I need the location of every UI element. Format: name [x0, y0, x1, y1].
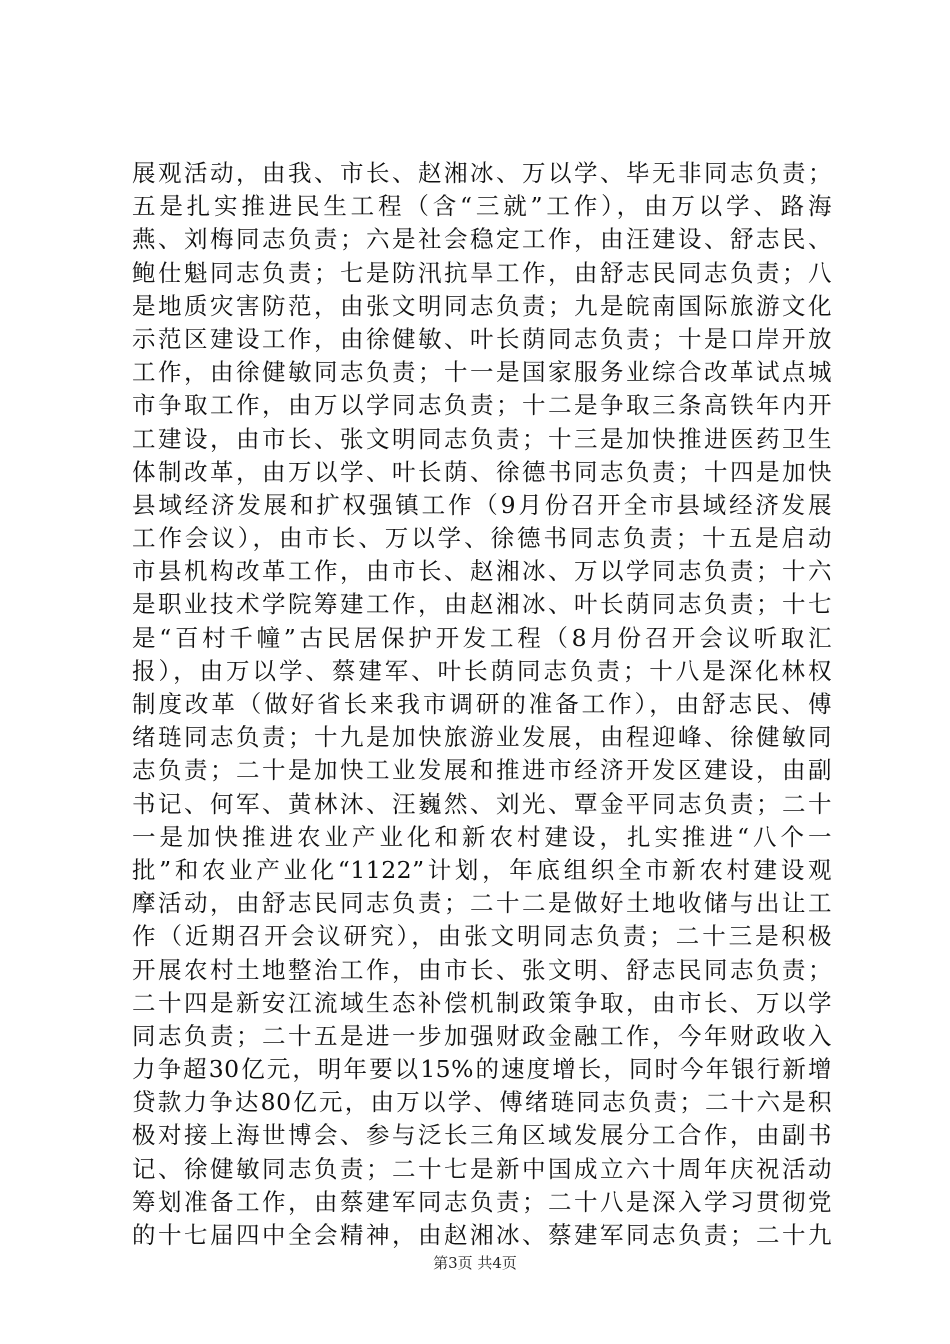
text-line: 是“百村千幢”古民居保护开发工程（8月份召开会议听取汇 [132, 623, 832, 652]
text-line: 鲍仕魁同志负责；七是防汛抗旱工作，由舒志民同志负责；八 [132, 258, 832, 287]
text-line: 书记、何军、黄林沐、汪巍然、刘光、覃金平同志负责；二十 [132, 789, 832, 818]
text-line: 记、徐健敏同志负责；二十七是新中国成立六十周年庆祝活动 [132, 1154, 832, 1183]
text-line: 示范区建设工作，由徐健敏、叶长荫同志负责；十是口岸开放 [132, 324, 832, 353]
text-line: 市县机构改革工作，由市长、赵湘冰、万以学同志负责；十六 [132, 557, 832, 586]
text-line: 贷款力争达80亿元，由万以学、傅绪琏同志负责；二十六是积 [132, 1088, 832, 1117]
text-line: 极对接上海世博会、参与泛长三角区域发展分工合作，由副书 [132, 1121, 832, 1150]
text-line: 展观活动，由我、市长、赵湘冰、万以学、毕无非同志负责； [132, 159, 832, 187]
text-line: 摩活动，由舒志民同志负责；二十二是做好土地收储与出让工 [132, 889, 832, 918]
text-line: 志负责；二十是加快工业发展和推进市经济开发区建设，由副 [132, 756, 832, 785]
body-text [132, 157, 832, 1252]
text-line: 是职业技术学院筹建工作，由赵湘冰、叶长荫同志负责；十七 [132, 590, 832, 619]
text-line: 开展农村土地整治工作，由市长、张文明、舒志民同志负责； [132, 955, 832, 984]
text-line: 报），由万以学、蔡建军、叶长荫同志负责；十八是深化林权 [132, 656, 832, 685]
text-line: 制度改革（做好省长来我市调研的准备工作），由舒志民、傅 [132, 690, 832, 718]
text-line: 工作会议），由市长、万以学、徐德书同志负责；十五是启动 [132, 524, 832, 553]
text-line: 绪琏同志负责；十九是加快旅游业发展，由程迎峰、徐健敏同 [132, 723, 832, 752]
text-line: 批”和农业产业化“1122”计划，年底组织全市新农村建设观 [132, 855, 832, 884]
text-line: 力争超30亿元，明年要以15%的速度增长，同时今年银行新增 [132, 1055, 832, 1084]
text-line: 五是扎实推进民生工程（含“三就”工作），由万以学、路海 [132, 192, 832, 221]
text-line: 作（近期召开会议研究），由张文明同志负责；二十三是积极 [132, 922, 832, 951]
page-footer: 第3页 共4页 [433, 1254, 517, 1272]
text-line: 体制改革，由万以学、叶长荫、徐德书同志负责；十四是加快 [132, 457, 832, 486]
text-line: 筹划准备工作，由蔡建军同志负责；二十八是深入学习贯彻党 [132, 1187, 832, 1216]
text-line: 一是加快推进农业产业化和新农村建设，扎实推进“八个一 [132, 822, 832, 851]
text-line: 工建设，由市长、张文明同志负责；十三是加快推进医药卫生 [132, 424, 832, 453]
text-line: 二十四是新安江流域生态补偿机制政策争取，由市长、万以学 [132, 988, 832, 1017]
text-line: 工作，由徐健敏同志负责；十一是国家服务业综合改革试点城 [132, 358, 832, 387]
text-line: 县域经济发展和扩权强镇工作（9月份召开全市县域经济发展 [132, 490, 832, 519]
text-line: 是地质灾害防范，由张文明同志负责；九是皖南国际旅游文化 [132, 291, 832, 320]
text-line: 燕、刘梅同志负责；六是社会稳定工作，由汪建设、舒志民、 [132, 225, 832, 254]
text-line: 同志负责；二十五是进一步加强财政金融工作，今年财政收入 [132, 1021, 832, 1050]
text-line: 的十七届四中全会精神，由赵湘冰、蔡建军同志负责；二十九 [132, 1221, 832, 1249]
text-line: 市争取工作，由万以学同志负责；十二是争取三条高铁年内开 [132, 391, 832, 420]
